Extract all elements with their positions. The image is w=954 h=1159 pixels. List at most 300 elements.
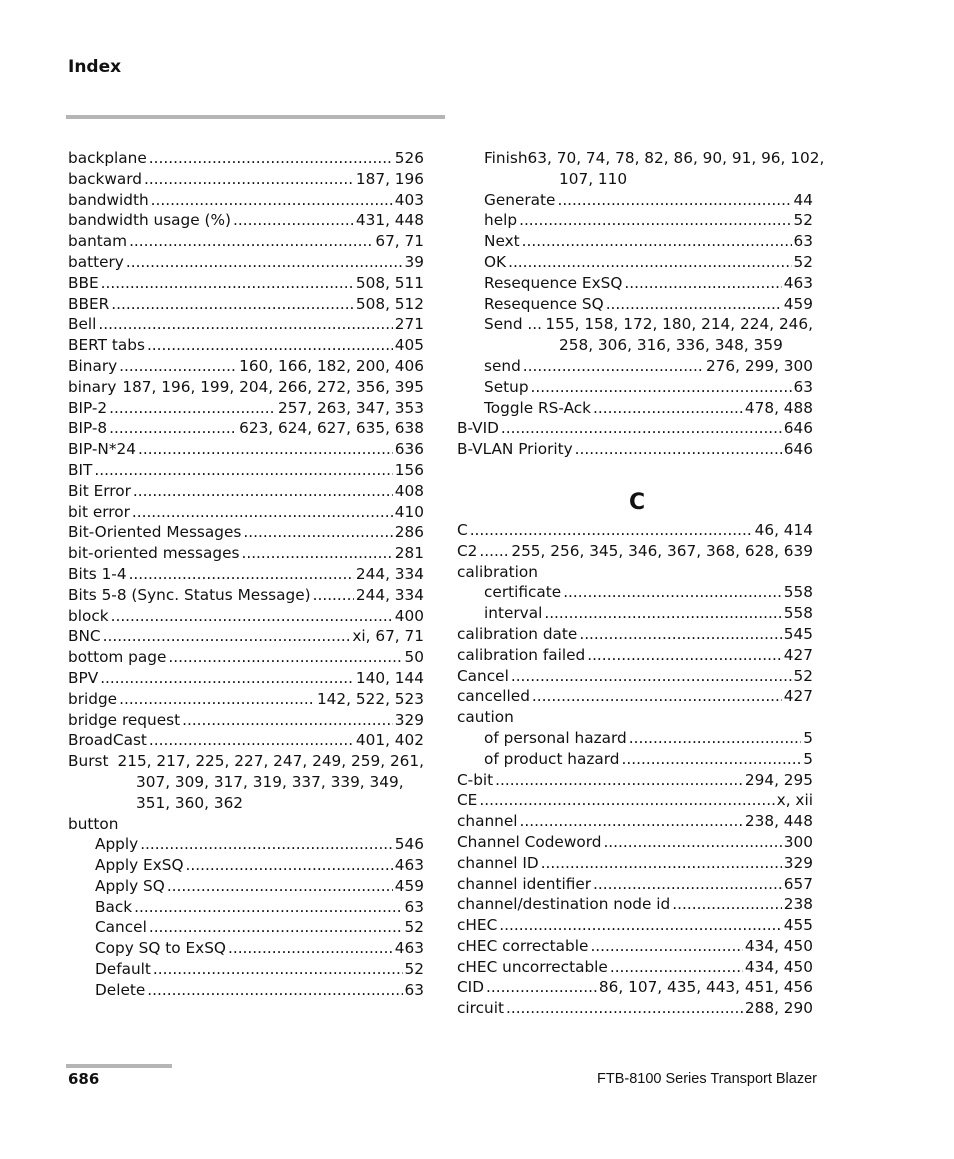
index-entry — [457, 936, 813, 957]
index-subentry — [68, 876, 424, 897]
dot-leader — [149, 148, 393, 169]
index-term: cHEC correctable — [457, 936, 589, 955]
dot-leader — [101, 273, 354, 294]
dot-leader — [511, 666, 792, 687]
index-entry — [68, 148, 424, 169]
index-subentry — [68, 938, 424, 959]
index-term: block — [68, 606, 109, 625]
index-term: Resequence ExSQ — [484, 273, 623, 292]
dot-leader — [109, 398, 276, 419]
index-page-refs: 545 — [783, 624, 813, 643]
index-page-refs: 46, 414 — [754, 520, 813, 539]
dot-leader — [129, 564, 354, 585]
index-entry — [68, 356, 424, 377]
index-term: interval — [484, 604, 543, 623]
index-page-refs: 50 — [404, 648, 424, 667]
dot-leader — [186, 855, 393, 876]
index-term: Apply SQ — [95, 876, 165, 895]
index-page-refs: 459 — [394, 876, 424, 895]
index-page-refs-continued: 307, 309, 317, 319, 337, 339, 349, — [136, 772, 404, 791]
index-term: Finish — [484, 149, 528, 167]
index-page-refs: 86, 107, 435, 443, 451, 456 — [598, 978, 813, 997]
index-page-refs: 408 — [394, 481, 424, 500]
index-term: bantam — [68, 232, 128, 251]
dot-leader — [167, 876, 393, 897]
index-page-refs: 244, 334 — [355, 585, 424, 604]
index-term: bottom page — [68, 648, 167, 667]
footer-divider — [66, 1064, 172, 1068]
index-term: CE — [457, 791, 478, 810]
index-page-refs: 463 — [394, 939, 424, 958]
index-term: cancelled — [457, 687, 530, 706]
index-subentry — [68, 959, 424, 980]
index-entry — [457, 520, 813, 541]
dot-leader — [508, 252, 791, 273]
index-subentry — [457, 190, 813, 211]
index-entry — [68, 543, 424, 564]
index-term: bit-oriented messages — [68, 544, 240, 563]
index-page-refs: 52 — [793, 666, 813, 685]
index-entry — [457, 874, 813, 895]
index-term: bridge request — [68, 710, 181, 729]
index-page-refs: 142, 522, 523 — [316, 689, 424, 708]
index-term: Generate — [484, 190, 556, 209]
index-page-refs: 434, 450 — [744, 957, 813, 976]
index-subentry — [68, 980, 424, 1001]
index-term: Back — [95, 897, 133, 916]
index-term: of product hazard — [484, 749, 620, 768]
dot-leader — [603, 832, 781, 853]
index-entry — [68, 314, 424, 335]
index-term: Apply — [95, 835, 139, 854]
index-term: Bit Error — [68, 481, 131, 500]
dot-leader — [241, 543, 392, 564]
index-term: Copy SQ to ExSQ — [95, 939, 226, 958]
index-term: Send ... — [484, 315, 542, 334]
index-term: backplane — [68, 149, 147, 167]
index-page-refs: 623, 624, 627, 635, 638 — [239, 419, 424, 438]
index-term: BIP-2 — [68, 398, 108, 417]
index-entry — [68, 377, 424, 398]
index-page-refs: 401, 402 — [355, 731, 424, 750]
index-entry — [68, 460, 424, 481]
index-page-refs: 508, 512 — [355, 294, 424, 313]
index-term: CID — [457, 978, 484, 997]
dot-leader — [233, 210, 354, 231]
index-entry — [457, 624, 813, 645]
index-page-refs-continued: 351, 360, 362 — [136, 793, 244, 812]
index-term: circuit — [457, 999, 504, 1018]
index-page-refs: 427 — [783, 687, 813, 706]
index-term: Toggle RS-Ack — [484, 398, 592, 417]
index-term: certificate — [484, 583, 562, 602]
dot-leader — [103, 626, 351, 647]
index-page-refs-continued: 107, 110 — [559, 169, 628, 188]
dot-leader — [624, 273, 781, 294]
index-page-refs: 156 — [394, 460, 424, 479]
index-page-refs: 140, 144 — [355, 668, 424, 687]
dot-leader — [228, 938, 393, 959]
index-entry — [457, 811, 813, 832]
dot-leader — [593, 874, 782, 895]
index-page-refs: 434, 450 — [744, 936, 813, 955]
index-heading-term: calibration — [457, 562, 538, 581]
dot-leader — [94, 460, 392, 481]
index-page-refs: 403 — [394, 190, 424, 209]
dot-leader — [313, 585, 354, 606]
page-number: 686 — [68, 1070, 100, 1088]
dot-leader — [672, 894, 782, 915]
dot-leader — [501, 418, 782, 439]
dot-leader — [144, 169, 354, 190]
index-subentry — [457, 398, 813, 419]
dot-leader — [111, 294, 354, 315]
index-page-refs: 286 — [394, 523, 424, 542]
dot-leader — [587, 645, 782, 666]
index-page-refs: 478, 488 — [744, 398, 813, 417]
index-entry — [457, 314, 813, 335]
index-term: bandwidth usage (%) — [68, 211, 232, 230]
index-entry — [68, 710, 424, 731]
index-term: battery — [68, 252, 124, 271]
index-page-refs: 63 — [793, 232, 813, 251]
index-page-refs: 39 — [404, 252, 424, 271]
index-term: calibration failed — [457, 645, 586, 664]
index-term: OK — [484, 252, 507, 271]
index-entry — [457, 541, 813, 562]
index-term: send — [484, 356, 521, 375]
index-entry — [68, 398, 424, 419]
index-term: channel ID — [457, 853, 539, 872]
dot-leader — [479, 790, 774, 811]
index-page-refs: 52 — [793, 252, 813, 271]
index-entry — [68, 730, 424, 751]
index-page-refs-continued: 258, 306, 316, 336, 348, 359 — [559, 336, 783, 355]
index-page-refs: 44 — [793, 190, 813, 209]
dot-leader — [470, 520, 753, 541]
dot-leader — [486, 977, 597, 998]
index-entry — [68, 481, 424, 502]
index-page-refs: 294, 295 — [744, 770, 813, 789]
index-page-refs: 329 — [783, 853, 813, 872]
index-subentry — [457, 603, 813, 624]
index-page-refs: 558 — [783, 583, 813, 602]
header-divider — [66, 115, 445, 119]
index-page-refs: 546 — [394, 835, 424, 854]
index-term: Burst — [68, 752, 109, 771]
section-gap — [457, 460, 813, 486]
index-entry — [68, 689, 424, 710]
index-page-refs: 187, 196, 199, 204, 266, 272, 356, 395 — [122, 377, 424, 396]
index-page-refs: 405 — [394, 336, 424, 355]
index-subentry — [457, 231, 813, 252]
index-term: Binary — [68, 356, 118, 375]
index-subentry — [457, 749, 813, 770]
index-subentry — [68, 897, 424, 918]
index-page-refs: 63 — [404, 980, 424, 999]
index-page-refs: 155, 158, 172, 180, 214, 224, 246, — [545, 315, 813, 334]
index-entry — [68, 647, 424, 668]
footer-product-title: FTB-8100 Series Transport Blazer — [596, 1071, 817, 1087]
index-term: C — [457, 520, 468, 539]
dot-leader — [134, 897, 402, 918]
index-entry — [68, 210, 424, 231]
index-page-refs: 160, 166, 182, 200, 406 — [239, 356, 424, 375]
index-page-refs: xi, 67, 71 — [352, 627, 424, 646]
index-entry — [68, 502, 424, 523]
index-term: bit error — [68, 502, 130, 521]
index-page-refs: 636 — [394, 440, 424, 459]
index-entry — [457, 645, 813, 666]
index-subentry — [68, 855, 424, 876]
index-subentry — [68, 834, 424, 855]
index-entry — [457, 790, 813, 811]
index-entry — [457, 832, 813, 853]
index-term: of personal hazard — [484, 728, 627, 747]
index-term: BIP-8 — [68, 419, 108, 438]
dot-leader — [606, 294, 782, 315]
index-subentry — [457, 582, 813, 603]
index-page-refs: 459 — [783, 294, 813, 313]
index-term: BPV — [68, 668, 99, 687]
index-entry — [68, 564, 424, 585]
dot-leader — [109, 418, 237, 439]
index-entry — [457, 998, 813, 1019]
index-subentry — [457, 377, 813, 398]
index-page-refs: 526 — [394, 149, 424, 167]
index-entry — [457, 770, 813, 791]
index-term: Bit-Oriented Messages — [68, 523, 242, 542]
index-entry — [457, 418, 813, 439]
index-page-refs: 410 — [394, 502, 424, 521]
index-page-refs: 63, 70, 74, 78, 82, 86, 90, 91, 96, 102, — [527, 149, 825, 167]
index-subentry — [457, 294, 813, 315]
dot-leader — [126, 252, 403, 273]
index-entry — [68, 439, 424, 460]
dot-leader — [622, 749, 802, 770]
dot-leader — [541, 853, 782, 874]
dot-leader — [153, 959, 403, 980]
index-page-refs: 455 — [783, 916, 813, 935]
index-term: Bits 1-4 — [68, 564, 127, 583]
index-page-refs: 646 — [783, 419, 813, 438]
index-page-refs: x, xii — [776, 791, 813, 810]
index-entry — [457, 686, 813, 707]
dot-leader — [147, 980, 402, 1001]
index-term: C-bit — [457, 770, 494, 789]
index-page-refs: 431, 448 — [355, 211, 424, 230]
index-heading-term: button — [68, 814, 119, 833]
index-page-refs: 257, 263, 347, 353 — [278, 398, 424, 417]
dot-leader — [149, 917, 403, 938]
index-page-refs: 288, 290 — [744, 999, 813, 1018]
dot-leader — [243, 522, 392, 543]
index-subentry — [457, 273, 813, 294]
index-page-refs: 5 — [803, 749, 813, 768]
index-term: C2 — [457, 541, 478, 560]
index-page-refs: 271 — [394, 315, 424, 334]
index-subentry — [457, 252, 813, 273]
index-entry — [68, 273, 424, 294]
section-letter-heading: C — [629, 489, 646, 515]
dot-leader — [629, 728, 802, 749]
index-entry — [68, 606, 424, 627]
index-term: B-VLAN Priority — [457, 440, 573, 459]
index-term: BIP-N*24 — [68, 440, 136, 459]
index-page-refs: 657 — [783, 874, 813, 893]
index-page-refs: 508, 511 — [355, 273, 424, 292]
index-term: Cancel — [95, 918, 147, 937]
index-term: BERT tabs — [68, 336, 145, 355]
index-term: BroadCast — [68, 731, 147, 750]
dot-leader — [111, 606, 393, 627]
dot-leader — [479, 541, 509, 562]
index-entry — [68, 335, 424, 356]
index-entry — [68, 252, 424, 273]
index-entry — [457, 957, 813, 978]
index-subentry — [457, 356, 813, 377]
index-page-refs: 244, 334 — [355, 564, 424, 583]
index-term: backward — [68, 169, 142, 188]
index-entry — [68, 418, 424, 439]
dot-leader — [182, 710, 393, 731]
index-page-refs: 463 — [783, 273, 813, 292]
index-entry — [457, 148, 825, 169]
index-page-refs: 300 — [783, 832, 813, 851]
index-entry — [457, 439, 813, 460]
dot-leader — [590, 936, 742, 957]
dot-leader — [499, 915, 782, 936]
index-term: bridge — [68, 689, 118, 708]
index-page-refs: 63 — [793, 377, 813, 396]
index-term: cHEC — [457, 916, 498, 935]
index-page-refs: 400 — [394, 606, 424, 625]
index-page-refs: 63 — [404, 897, 424, 916]
dot-leader — [168, 647, 402, 668]
index-page-refs: 52 — [793, 211, 813, 230]
page-header-title: Index — [68, 57, 122, 77]
index-subentry — [457, 728, 813, 749]
index-page-refs: 67, 71 — [375, 232, 424, 251]
index-term: channel/destination node id — [457, 895, 671, 914]
index-page-refs: 238 — [783, 895, 813, 914]
index-entry — [68, 668, 424, 689]
dot-leader — [495, 770, 743, 791]
dot-leader — [119, 356, 237, 377]
index-entry — [457, 977, 813, 998]
index-term: Setup — [484, 377, 529, 396]
index-page-refs: 215, 217, 225, 227, 247, 249, 259, 261, — [117, 752, 424, 771]
index-term: BBE — [68, 273, 99, 292]
index-term: BNC — [68, 627, 101, 646]
index-entry — [457, 666, 813, 687]
index-term: Bits 5-8 (Sync. Status Message) — [68, 585, 311, 604]
index-term: help — [484, 211, 518, 230]
index-page-refs: 52 — [404, 960, 424, 979]
dot-leader — [98, 314, 392, 335]
dot-leader — [522, 231, 792, 252]
index-column-left — [68, 148, 424, 1001]
index-term: Bell — [68, 315, 97, 334]
index-page-refs: 238, 448 — [744, 812, 813, 831]
index-term: Apply ExSQ — [95, 856, 184, 875]
index-page-refs: 427 — [783, 645, 813, 664]
index-page-refs: 52 — [404, 918, 424, 937]
dot-leader — [610, 957, 743, 978]
dot-leader — [563, 582, 782, 603]
dot-leader — [579, 624, 781, 645]
index-term: channel identifier — [457, 874, 592, 893]
index-term: B-VID — [457, 419, 499, 438]
index-entry — [68, 169, 424, 190]
index-page-refs: 646 — [783, 440, 813, 459]
index-entry — [68, 585, 424, 606]
index-entry — [68, 190, 424, 211]
index-term: Default — [95, 960, 151, 979]
index-term: Channel Codeword — [457, 832, 602, 851]
index-page-refs: 558 — [783, 604, 813, 623]
index-heading-term: caution — [457, 708, 514, 727]
dot-leader — [593, 398, 743, 419]
index-term: BBER — [68, 294, 110, 313]
index-term: Delete — [95, 980, 146, 999]
index-entry — [68, 751, 424, 772]
dot-leader — [520, 811, 743, 832]
index-term: Resequence SQ — [484, 294, 604, 313]
dot-leader — [575, 439, 782, 460]
index-term: Next — [484, 232, 520, 251]
index-page-refs: 281 — [394, 544, 424, 563]
dot-leader — [133, 481, 393, 502]
index-term: channel — [457, 812, 518, 831]
index-entry — [68, 231, 424, 252]
index-term: calibration date — [457, 624, 578, 643]
dot-leader — [532, 686, 782, 707]
index-term: cHEC uncorrectable — [457, 957, 608, 976]
index-term: binary — [68, 377, 117, 396]
dot-leader — [557, 190, 791, 211]
dot-leader — [149, 730, 354, 751]
index-entry — [457, 915, 813, 936]
index-entry — [68, 626, 424, 647]
dot-leader — [151, 190, 393, 211]
index-subentry — [68, 917, 424, 938]
index-entry — [457, 894, 813, 915]
dot-leader — [132, 502, 393, 523]
dot-leader — [140, 834, 393, 855]
index-term: BIT — [68, 460, 93, 479]
dot-leader — [519, 210, 791, 231]
index-entry — [457, 853, 813, 874]
index-page-refs: 463 — [394, 856, 424, 875]
index-term: bandwidth — [68, 190, 149, 209]
dot-leader — [119, 689, 315, 710]
index-subentry — [457, 210, 813, 231]
index-entry — [68, 522, 424, 543]
dot-leader — [523, 356, 704, 377]
index-page-refs: 187, 196 — [355, 169, 424, 188]
dot-leader — [506, 998, 743, 1019]
index-page-refs: 329 — [394, 710, 424, 729]
dot-leader — [531, 377, 792, 398]
index-term: Cancel — [457, 666, 509, 685]
dot-leader — [129, 231, 373, 252]
dot-leader — [138, 439, 393, 460]
index-page-refs: 255, 256, 345, 346, 367, 368, 628, 639 — [511, 541, 813, 560]
index-page-refs: 276, 299, 300 — [705, 356, 813, 375]
dot-leader — [147, 335, 393, 356]
dot-leader — [100, 668, 354, 689]
